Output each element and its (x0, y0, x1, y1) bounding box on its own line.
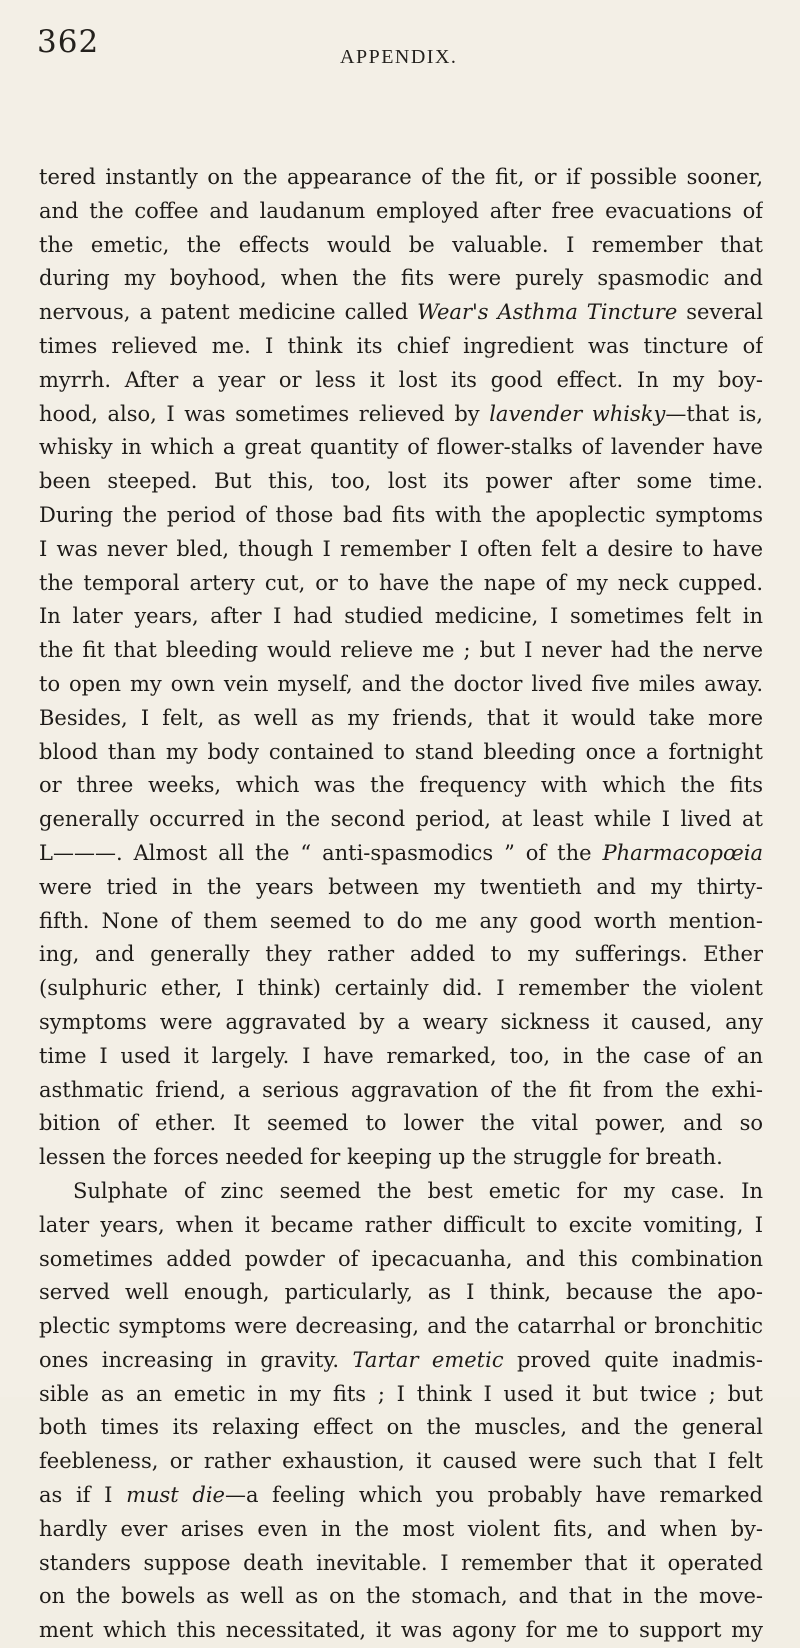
text-line: the emetic, the effects would be valuable. I remember that (39, 232, 763, 257)
text-line: plectic symptoms were decreasing, and the catarrhal or bronchitic (39, 1314, 763, 1339)
text-line: I was never bled, though I remember I often felt a desire to have (39, 536, 763, 561)
text-line: blood than my body contained to stand bleeding once a fortnight (39, 739, 763, 764)
text-line: or three weeks, which was the frequency with which the fits (39, 773, 763, 798)
italic-phrase: Wear's Asthma Tincture (417, 300, 678, 325)
text-line: both times its relaxing effect on the muscles, and the general (39, 1415, 763, 1440)
italic-phrase: lavender whisky (489, 401, 666, 426)
text-line: served well enough, particularly, as I think, because the apo- (39, 1280, 763, 1305)
text-line: on the bowels as well as on the stomach, and that in the move- (39, 1584, 763, 1609)
text-line: symptoms were aggravated by a weary sickness it caused, any (39, 1009, 763, 1034)
text-line: and the coffee and laudanum employed after free evacuations of (39, 198, 763, 223)
text-line: during my boyhood, when the fits were purely spasmodic and (39, 266, 763, 291)
text-line: times relieved me. I think its chief ingredient was tincture of (39, 333, 763, 358)
text-line: ment which this necessitated, it was agony for me to support my (39, 1618, 763, 1643)
text-line: were tried in the years between my twentieth and my thirty- (39, 874, 763, 899)
text-line: been steeped. But this, too, lost its power after some time. (39, 469, 763, 494)
text-line: as if I must die—a feeling which you probably have remarked (39, 1483, 763, 1508)
text-line: the temporal artery cut, or to have the nape of my neck cupped. (39, 570, 763, 595)
text-line: sible as an emetic in my fits ; I think I used it but twice ; but (39, 1381, 763, 1406)
text-line: L———. Almost all the “ anti-spasmodics ” of the Pharmacopœia (39, 840, 763, 865)
italic-phrase: must die (126, 1483, 225, 1508)
text-line: fifth. None of them seemed to do me any good worth mention- (39, 908, 763, 933)
text-line: During the period of those bad fits with the apoplectic symptoms (39, 502, 763, 527)
italic-phrase: Tartar emetic (352, 1347, 504, 1372)
text-line: sometimes added powder of ipecacuanha, and this combination (39, 1246, 763, 1271)
text-line: nervous, a patent medicine called Wear's Asthma Tincture several (39, 300, 763, 325)
text-line: time I used it largely. I have remarked, too, in the case of an (39, 1043, 763, 1068)
text-line: to open my own vein myself, and the doctor lived five miles away. (39, 671, 763, 696)
text-line: asthmatic friend, a serious aggravation of the fit from the exhi- (39, 1077, 763, 1102)
text-line: In later years, after I had studied medicine, I sometimes felt in (39, 604, 763, 629)
page-number: 362 (37, 24, 100, 60)
text-line: the fit that bleeding would relieve me ; but I never had the nerve (39, 638, 763, 663)
text-line: whisky in which a great quantity of flower-stalks of lavender have (39, 435, 763, 460)
text-line: hardly ever arises even in the most violent fits, and when by- (39, 1516, 763, 1541)
body-text (39, 161, 763, 1648)
text-line: generally occurred in the second period, at least while I lived at (39, 807, 763, 832)
text-line: lessen the forces needed for keeping up the struggle for breath. (39, 1145, 723, 1170)
text-line: ing, and generally they rather added to my sufferings. Ether (39, 942, 763, 967)
text-line: Sulphate of zinc seemed the best emetic for my case. In (73, 1178, 763, 1203)
text-line: (sulphuric ether, I think) certainly did. I remember the violent (39, 976, 763, 1001)
text-line: later years, when it became rather difficult to excite vomiting, I (39, 1212, 763, 1237)
text-line: standers suppose death inevitable. I remember that it operated (39, 1550, 763, 1575)
text-line: ones increasing in gravity. Tartar emetic proved quite inadmis- (39, 1347, 763, 1372)
text-line: feebleness, or rather exhaustion, it caused were such that I felt (39, 1449, 763, 1474)
text-line: bition of ether. It seemed to lower the vital power, and so (39, 1111, 763, 1136)
text-line: Besides, I felt, as well as my friends, that it would take more (39, 705, 763, 730)
text-line: myrrh. After a year or less it lost its good effect. In my boy- (39, 367, 763, 392)
running-head: APPENDIX. (340, 46, 458, 68)
text-line: tered instantly on the appearance of the fit, or if possible sooner, (39, 165, 763, 189)
italic-phrase: Pharmacopœia (602, 840, 763, 865)
text-line: hood, also, I was sometimes relieved by lavender whisky—that is, (39, 401, 763, 426)
